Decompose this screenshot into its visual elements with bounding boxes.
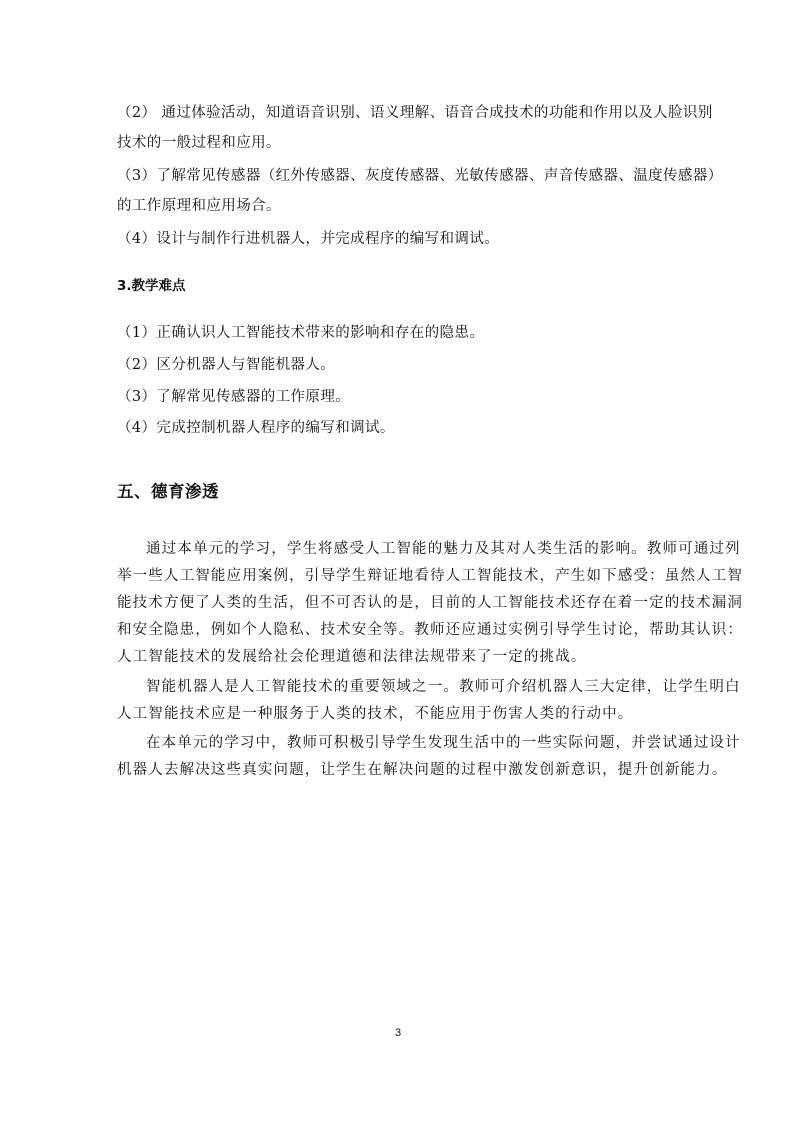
objective-4-line-1: （4）设计与制作行进机器人，并完成程序的编写和调试。 [117,231,500,247]
moral-paragraph-1-line-5: 人工智能技术的发展给社会伦理道德和法律法规带来了一定的挑战。 [117,649,587,665]
moral-paragraph-1-line-1: 通过本单元的学习，学生将感受人工智能的魅力及其对人类生活的影响。教师可通过列 [146,541,741,557]
difficulty-item-4: （4）完成控制机器人程序的编写和调试。 [117,420,395,436]
difficulty-item-3: （3）了解常见传感器的工作原理。 [117,389,351,405]
page-number: 3 [394,1027,402,1039]
objective-3-line-1: （3）了解常见传感器（红外传感器、灰度传感器、光敏传感器、声音传感器、温度传感器） [117,168,723,184]
moral-paragraph-1-line-4: 和安全隐患，例如个人隐私、技术安全等。教师还应通过实例引导学生讨论，帮助其认识： [117,622,743,638]
moral-paragraph-1-line-2: 举一些人工智能应用案例，引导学生辩证地看待人工智能技术，产生如下感受：虽然人工智 [117,568,743,584]
difficulty-item-1: （1）正确认识人工智能技术带来的影响和存在的隐患。 [117,325,485,341]
objective-2-line-2: 技术的一般过程和应用。 [117,135,281,151]
moral-paragraph-2-line-1: 智能机器人是人工智能技术的重要领域之一。教师可介绍机器人三大定律，让学生明白 [146,679,741,695]
objective-2-line-1: （2） 通过体验活动，知道语音识别、语义理解、语音合成技术的功能和作用以及人脸识别 [117,105,713,121]
moral-paragraph-3-line-1: 在本单元的学习中，教师可积极引导学生发现生活中的一些实际问题，并尝试通过设计 [146,735,741,751]
objective-3-line-2: 的工作原理和应用场合。 [117,198,281,214]
difficulty-item-2: （2）区分机器人与智能机器人。 [117,357,336,373]
section-heading-moral-education: 五、德育渗透 [117,482,219,501]
moral-paragraph-2-line-2: 人工智能技术应是一种服务于人类的技术，不能应用于伤害人类的行动中。 [117,706,634,722]
moral-paragraph-3-line-2: 机器人去解决这些真实问题，让学生在解决问题的过程中激发创新意识，提升创新能力。 [117,762,728,778]
difficulties-heading: 3.教学难点 [117,278,186,294]
moral-paragraph-1-line-3: 能技术方便了人类的生活，但不可否认的是，目前的人工智能技术还存在着一定的技术漏洞 [117,595,743,611]
